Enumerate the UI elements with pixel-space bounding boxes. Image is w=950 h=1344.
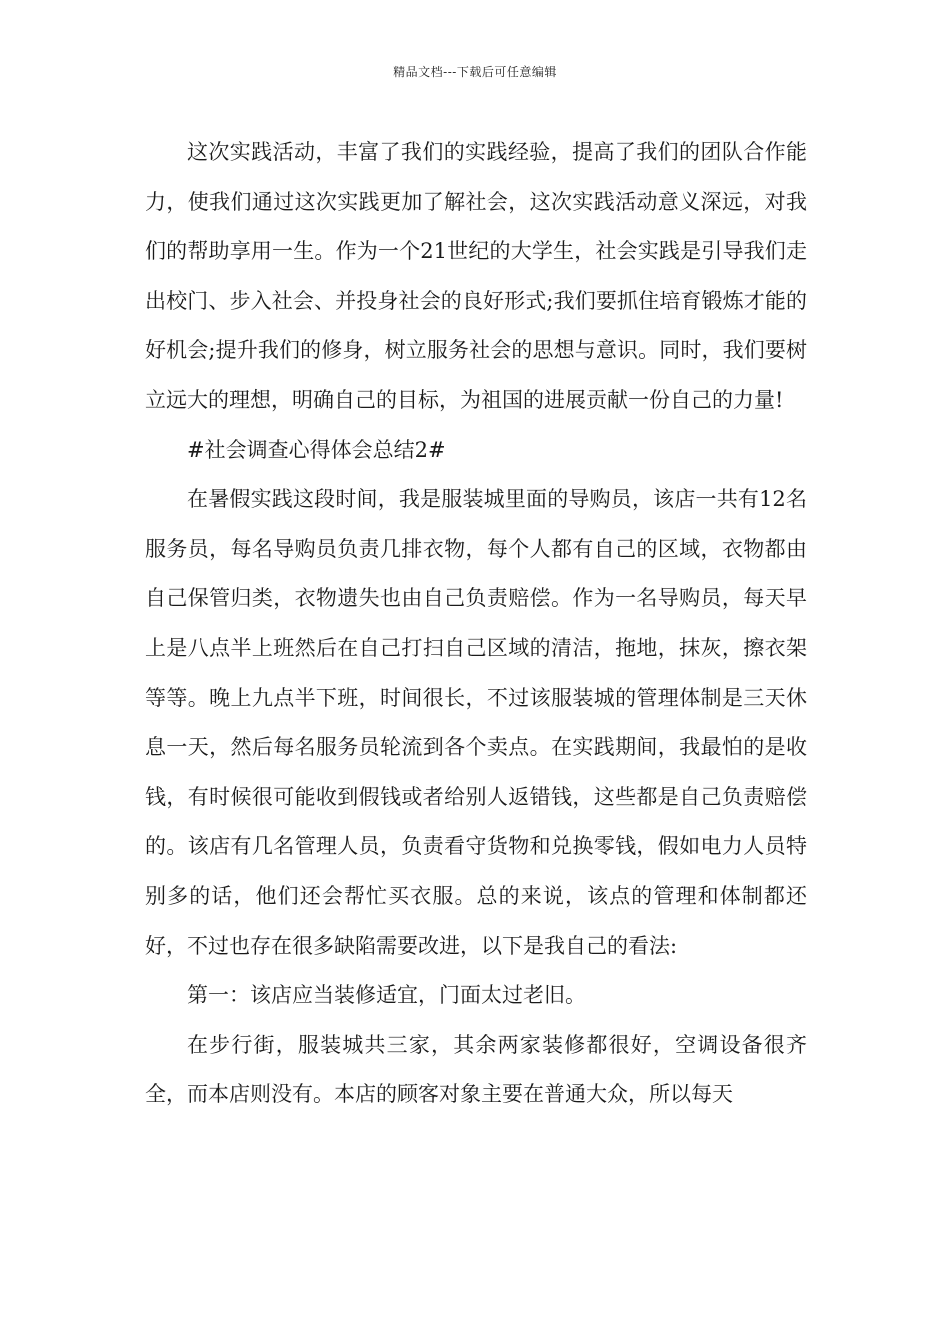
paragraph: 这次实践活动，丰富了我们的实践经验，提高了我们的团队合作能力，使我们通过这次实践更加了解社会，这次实践活动意义深远，对我们的帮助享用一生。作为一个21世纪的大学生，社会实践是引导我们走出校门、步入社会、并投身社会的良好形式;我们要抓住培育锻炼才能的好机会;提升我们的修身，树立服务社会的思想与意识。同时，我们要树立远大的理想，明确自己的目标，为祖国的进展贡献一份自己的力量! xyxy=(145,140,807,412)
paragraph: 在步行街，服装城共三家，其余两家装修都很好，空调设备很齐全，而本店则没有。本店的顾客对象主要在普通大众，所以每天 xyxy=(145,1032,807,1107)
paragraph: 第一：该店应当装修适宜，门面太过老旧。 xyxy=(187,983,586,1008)
page-header: 精品文档---下载后可任意编辑 xyxy=(393,65,557,79)
section-heading: #社会调查心得体会总结2# xyxy=(187,437,446,462)
document-body xyxy=(145,128,807,1120)
paragraph: 在暑假实践这段时间，我是服装城里面的导购员，该店一共有12名服务员，每名导购员负责几排衣物，每个人都有自己的区域，衣物都由自己保管归类，衣物遗失也由自己负责赔偿。作为一名导购员，每天早上是八点半上班然后在自己打扫自己区域的清洁，拖地，抹灰，擦衣架等等。晚上九点半下班，时间很长，不过该服装城的管理体制是三天休息一天，然后每名服务员轮流到各个卖点。在实践期间，我最怕的是收钱，有时候很可能收到假钱或者给别人返错钱，这些都是自己负责赔偿的。该店有几名管理人员，负责看守货物和兑换零钱，假如电力人员特别多的话，他们还会帮忙买衣服。总的来说，该点的管理和体制都还好，不过也存在很多缺陷需要改进，以下是我自己的看法: xyxy=(145,487,807,958)
